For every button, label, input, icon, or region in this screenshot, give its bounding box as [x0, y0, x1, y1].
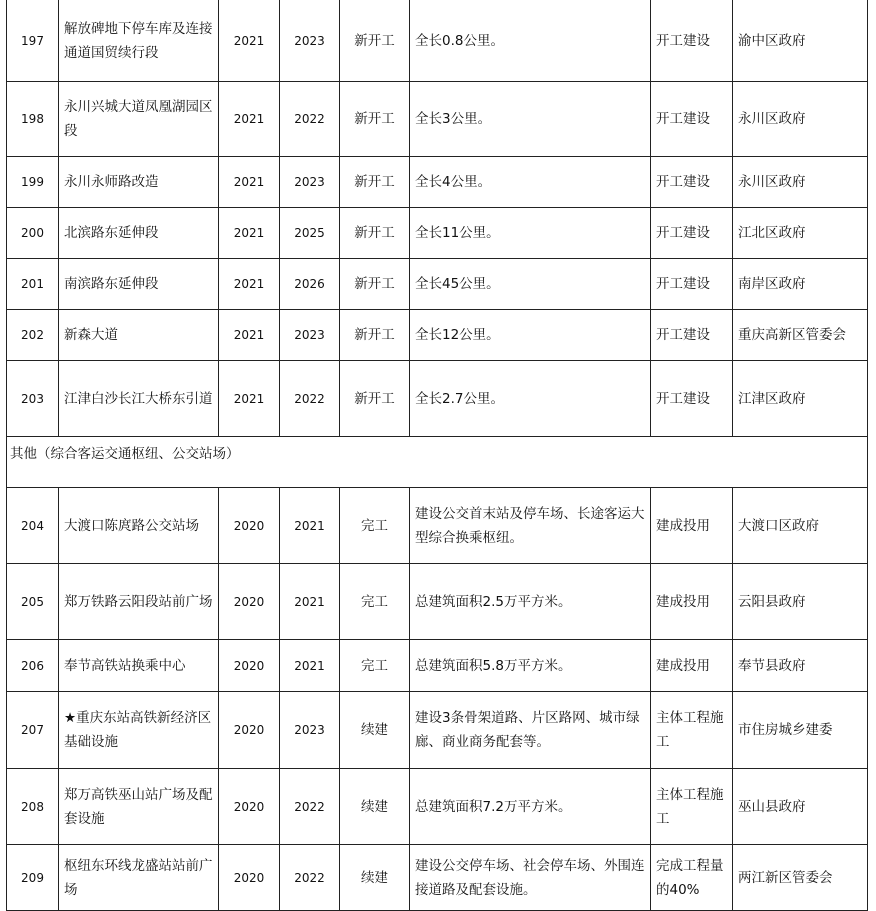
project-description: 全长2.7公里。	[410, 361, 651, 437]
responsible-unit: 奉节县政府	[733, 640, 868, 692]
project-type: 续建	[340, 692, 410, 769]
row-number: 207	[7, 692, 59, 769]
start-year: 2021	[219, 82, 280, 157]
row-number: 209	[7, 845, 59, 911]
progress-target: 开工建设	[651, 259, 733, 310]
start-year: 2020	[219, 692, 280, 769]
project-table	[6, 0, 868, 911]
responsible-unit: 渝中区政府	[733, 0, 868, 82]
end-year: 2021	[280, 640, 340, 692]
start-year: 2020	[219, 564, 280, 640]
project-name: 北滨路东延伸段	[59, 208, 219, 259]
start-year: 2021	[219, 208, 280, 259]
row-number: 206	[7, 640, 59, 692]
progress-target: 开工建设	[651, 208, 733, 259]
project-name: 郑万铁路云阳段站前广场	[59, 564, 219, 640]
end-year: 2022	[280, 845, 340, 911]
table-row	[7, 488, 868, 564]
project-description: 全长0.8公里。	[410, 0, 651, 82]
project-description: 全长11公里。	[410, 208, 651, 259]
table-row	[7, 564, 868, 640]
table-row	[7, 769, 868, 845]
end-year: 2023	[280, 157, 340, 208]
table-row	[7, 208, 868, 259]
progress-target: 完成工程量的40%	[651, 845, 733, 911]
project-description: 建设公交首末站及停车场、长途客运大型综合换乘枢纽。	[410, 488, 651, 564]
table-row	[7, 692, 868, 769]
table-row	[7, 640, 868, 692]
project-name: 大渡口陈庹路公交站场	[59, 488, 219, 564]
table-row	[7, 0, 868, 82]
project-type: 新开工	[340, 82, 410, 157]
table-row	[7, 361, 868, 437]
progress-target: 建成投用	[651, 488, 733, 564]
responsible-unit: 永川区政府	[733, 82, 868, 157]
project-type: 完工	[340, 640, 410, 692]
row-number: 208	[7, 769, 59, 845]
end-year: 2022	[280, 769, 340, 845]
end-year: 2021	[280, 564, 340, 640]
project-name: 新森大道	[59, 310, 219, 361]
progress-target: 主体工程施工	[651, 769, 733, 845]
row-number: 198	[7, 82, 59, 157]
table-row	[7, 259, 868, 310]
project-description: 总建筑面积2.5万平方米。	[410, 564, 651, 640]
start-year: 2021	[219, 310, 280, 361]
project-description: 全长3公里。	[410, 82, 651, 157]
progress-target: 开工建设	[651, 157, 733, 208]
responsible-unit: 永川区政府	[733, 157, 868, 208]
progress-target: 主体工程施工	[651, 692, 733, 769]
responsible-unit: 大渡口区政府	[733, 488, 868, 564]
progress-target: 建成投用	[651, 640, 733, 692]
end-year: 2021	[280, 488, 340, 564]
project-type: 新开工	[340, 310, 410, 361]
project-type: 续建	[340, 845, 410, 911]
row-number: 203	[7, 361, 59, 437]
end-year: 2023	[280, 0, 340, 82]
row-number: 202	[7, 310, 59, 361]
project-description: 全长12公里。	[410, 310, 651, 361]
end-year: 2022	[280, 361, 340, 437]
progress-target: 开工建设	[651, 82, 733, 157]
row-number: 197	[7, 0, 59, 82]
start-year: 2021	[219, 259, 280, 310]
project-name: 奉节高铁站换乘中心	[59, 640, 219, 692]
responsible-unit: 巫山县政府	[733, 769, 868, 845]
row-number: 201	[7, 259, 59, 310]
project-description: 建设3条骨架道路、片区路网、城市绿廊、商业商务配套等。	[410, 692, 651, 769]
project-type: 新开工	[340, 361, 410, 437]
project-name: 永川兴城大道凤凰湖园区段	[59, 82, 219, 157]
project-type: 新开工	[340, 0, 410, 82]
start-year: 2020	[219, 845, 280, 911]
table-row	[7, 82, 868, 157]
project-type: 续建	[340, 769, 410, 845]
project-type: 新开工	[340, 259, 410, 310]
project-name: 永川永师路改造	[59, 157, 219, 208]
start-year: 2020	[219, 640, 280, 692]
row-number: 204	[7, 488, 59, 564]
project-description: 总建筑面积7.2万平方米。	[410, 769, 651, 845]
project-type: 新开工	[340, 208, 410, 259]
progress-target: 开工建设	[651, 0, 733, 82]
progress-target: 开工建设	[651, 310, 733, 361]
end-year: 2022	[280, 82, 340, 157]
start-year: 2020	[219, 488, 280, 564]
project-description: 全长4公里。	[410, 157, 651, 208]
project-description: 建设公交停车场、社会停车场、外围连接道路及配套设施。	[410, 845, 651, 911]
project-description: 总建筑面积5.8万平方米。	[410, 640, 651, 692]
project-description: 全长45公里。	[410, 259, 651, 310]
start-year: 2021	[219, 0, 280, 82]
start-year: 2021	[219, 157, 280, 208]
progress-target: 开工建设	[651, 361, 733, 437]
responsible-unit: 市住房城乡建委	[733, 692, 868, 769]
project-name: 南滨路东延伸段	[59, 259, 219, 310]
project-type: 完工	[340, 488, 410, 564]
section-title: 其他（综合客运交通枢纽、公交站场）	[7, 437, 868, 488]
section-header-row	[7, 437, 868, 488]
table-row	[7, 310, 868, 361]
table-body	[7, 0, 868, 911]
end-year: 2025	[280, 208, 340, 259]
responsible-unit: 江北区政府	[733, 208, 868, 259]
project-name: 枢纽东环线龙盛站站前广场	[59, 845, 219, 911]
project-type: 新开工	[340, 157, 410, 208]
end-year: 2026	[280, 259, 340, 310]
responsible-unit: 两江新区管委会	[733, 845, 868, 911]
table-row	[7, 157, 868, 208]
responsible-unit: 南岸区政府	[733, 259, 868, 310]
responsible-unit: 江津区政府	[733, 361, 868, 437]
project-type: 完工	[340, 564, 410, 640]
end-year: 2023	[280, 692, 340, 769]
progress-target: 建成投用	[651, 564, 733, 640]
row-number: 205	[7, 564, 59, 640]
project-name: 郑万高铁巫山站广场及配套设施	[59, 769, 219, 845]
project-name: 解放碑地下停车库及连接通道国贸续行段	[59, 0, 219, 82]
project-name: ★重庆东站高铁新经济区基础设施	[59, 692, 219, 769]
row-number: 200	[7, 208, 59, 259]
responsible-unit: 云阳县政府	[733, 564, 868, 640]
start-year: 2020	[219, 769, 280, 845]
end-year: 2023	[280, 310, 340, 361]
start-year: 2021	[219, 361, 280, 437]
responsible-unit: 重庆高新区管委会	[733, 310, 868, 361]
project-name: 江津白沙长江大桥东引道	[59, 361, 219, 437]
row-number: 199	[7, 157, 59, 208]
